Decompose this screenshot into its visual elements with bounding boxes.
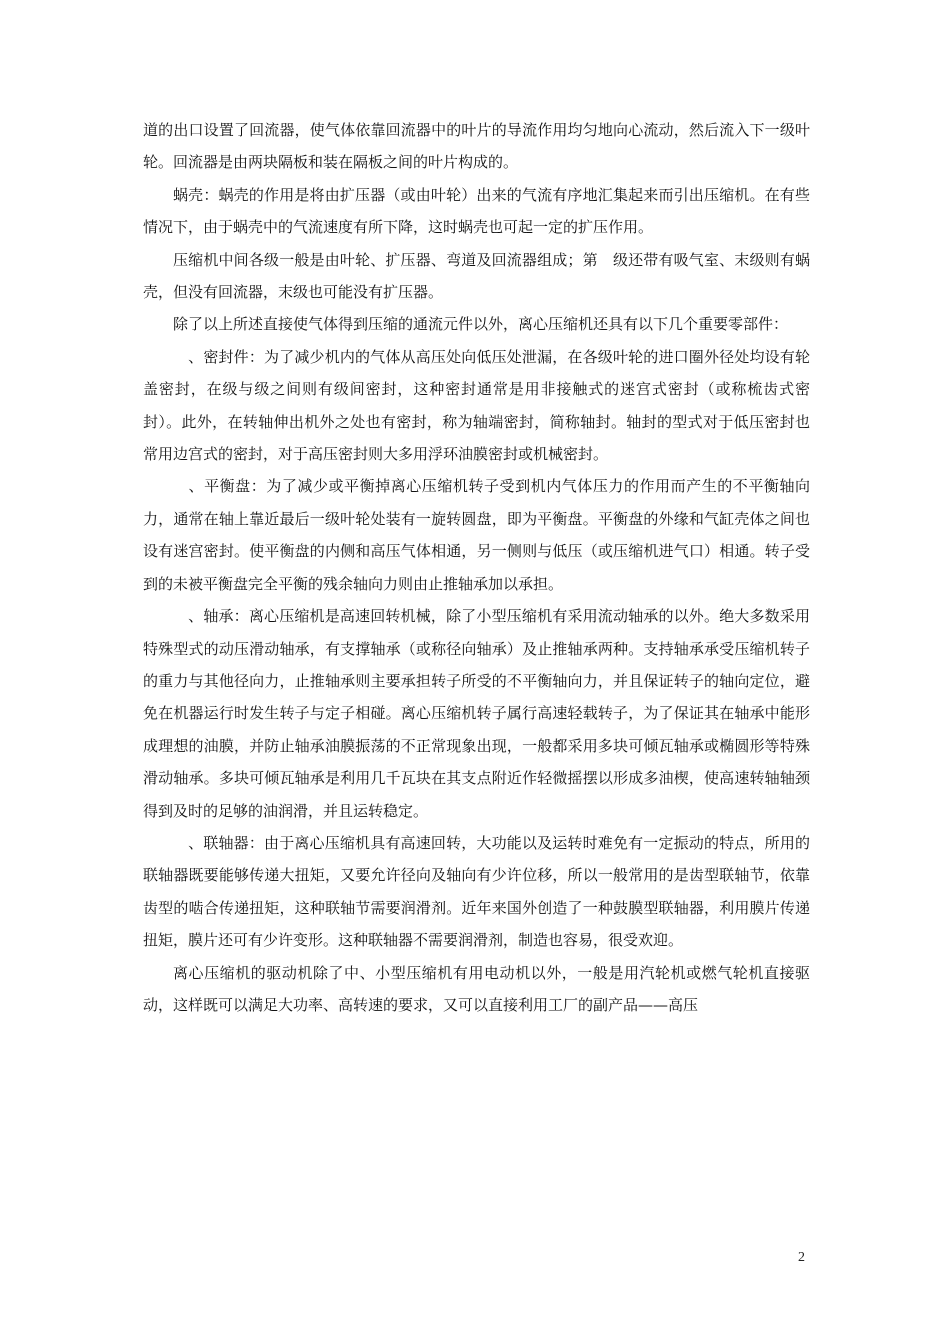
paragraph-continuation: 道的出口设置了回流器，使气体依靠回流器中的叶片的导流作用均匀地向心流动，然后流入下一级叶轮。回流器是由两块隔板和装在隔板之间的叶片构成的。 — [143, 121, 810, 172]
paragraph-important-parts-intro: 除了以上所述直接使气体得到压缩的通流元件以外，离心压缩机还具有以下几个重要零部件： — [173, 315, 789, 334]
paragraph-volute: 蜗壳：蜗壳的作用是将由扩压器（或由叶轮）出来的气流有序地汇集起来而引出压缩机。在有些情况下，由于蜗壳中的气流速度有所下降，这时蜗壳也可起一定的扩压作用。 — [143, 185, 810, 237]
paragraph-stage-composition: 压缩机中间各级一般是由叶轮、扩压器、弯道及回流器组成；第 级还带有吸气室、末级则有蜗壳，但没有回流器，末级也可能没有扩压器。 — [143, 250, 810, 302]
paragraph-couplings: 、联轴器：由于离心压缩机具有高速回转，大功能以及运转时难免有一定振动的特点，所用的联轴器既要能够传递大扭矩，又要允许径向及轴向有少许位移，所以一般常用的是齿型联轴节，依靠齿型的啮合传递扭矩，这种联轴节需要润滑剂。近年来国外创造了一种鼓膜型联轴器，利用膜片传递扭矩，膜片还可有少许变形。这种联轴器不需要润滑剂，制造也容易，很受欢迎。 — [143, 833, 810, 950]
document-body — [143, 114, 810, 1021]
paragraph-drivers: 离心压缩机的驱动机除了中、小型压缩机有用电动机以外，一般是用汽轮机或燃气轮机直接驱动，这样既可以满足大功率、高转速的要求，又可以直接利用工厂的副产品——高压 — [143, 963, 810, 1014]
paragraph-seals: 、密封件：为了减少机内的气体从高压处向低压处泄漏，在各级叶轮的进口圈外径处均设有轮盖密封，在级与级之间则有级间密封，这种密封通常是用非接触式的迷宫式密封（或称梳齿式密封）。此外，在转轴伸出机外之处也有密封，称为轴端密封，简称轴封。轴封的型式对于低压密封也常用边宫式的密封，对于高压密封则大多用浮环油膜密封或机械密封。 — [143, 347, 810, 464]
paragraph-bearings: 、轴承：离心压缩机是高速回转机械，除了小型压缩机有采用流动轴承的以外。绝大多数采用特殊型式的动压滑动轴承，有支撑轴承（或称径向轴承）及止推轴承两种。支持轴承承受压缩机转子的重力与其他径向力，止推轴承则主要承担转子所受的不平衡轴向力，并且保证转子的轴向定位，避免在机器运行时发生转子与定子相碰。离心压缩机转子属行高速轻载转子，为了保证其在轴承中能形成理想的油膜，并防止轴承油膜振荡的不正常现象出现，一般都采用多块可倾瓦轴承或椭圆形等特殊滑动轴承。多块可倾瓦轴承是利用几千瓦块在其支点附近作轻微摇摆以形成多油楔，使高速转轴轴颈得到及时的足够的油润滑，并且运转稳定。 — [143, 607, 810, 820]
page-number: 2 — [798, 1250, 805, 1265]
paragraph-balance-disk: 、平衡盘：为了减少或平衡掉离心压缩机转子受到机内气体压力的作用而产生的不平衡轴向力，通常在轴上靠近最后一级叶轮处装有一旋转圆盘，即为平衡盘。平衡盘的外缘和气缸壳体之间也设有迷宫密封。使平衡盘的内侧和高压气体相通，另一侧则与低压（或压缩机进气口）相通。转子受到的未被平衡盘完全平衡的残余轴向力则由止推轴承加以承担。 — [143, 477, 810, 593]
